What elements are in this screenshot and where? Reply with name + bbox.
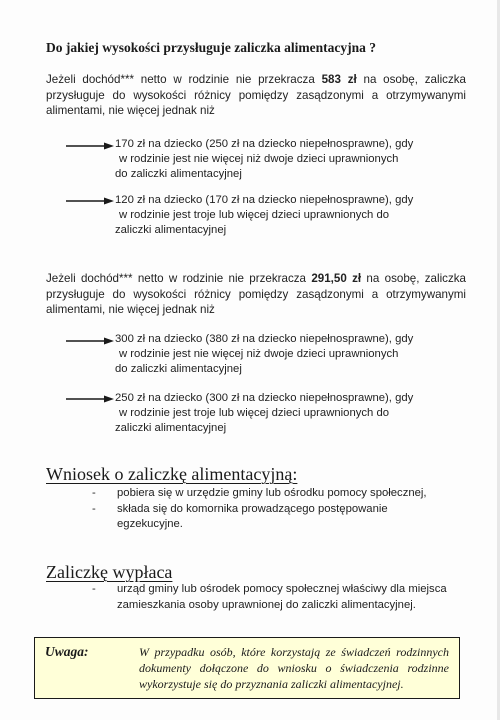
note-text: W przypadku osób, które korzystają ze świadczeń rodzinnych dokumenty dołączone do wniosku o świadczenia rodzinne wykorzystuje się do przyznania zaliczki alimentacyjnej. <box>139 645 449 691</box>
income-condition-paragraph-2: Jeżeli dochód*** netto w rodzinie nie przekracza 291,50 zł na osobę, zaliczka przysługuje do wysokości różnicy pomiędzy zasądzonymi a otrzymywanymi alimentami, nie więcej jednak niż <box>46 272 466 316</box>
list-item: - pobiera się w urzędzie gminy lub ośrodku pomocy społecznej, <box>92 487 427 499</box>
list-item: - składa się do komornika prowadzącego postępowanie egzekucyjne. <box>92 502 388 530</box>
income-threshold-1: 583 zł <box>321 73 357 86</box>
income-threshold-2: 291,50 zł <box>311 272 362 285</box>
arrow-icon <box>66 395 114 403</box>
payment-section-title: Zaliczkę wypłaca <box>46 562 173 582</box>
arrow-icon <box>66 197 114 205</box>
application-section-title: Wniosek o zaliczkę alimentacyjną: <box>46 464 298 484</box>
arrow-icon <box>66 337 114 345</box>
list-item: - urząd gminy lub ośrodek pomocy społecznej właściwy dla miejsca zamieszkania osoby uprawnionej do zaliczki alimentacyjnej. <box>92 583 447 611</box>
payment-bullet-list <box>92 582 452 613</box>
note-box <box>34 637 460 699</box>
allowance-item: 250 zł na dziecko (300 zł na dziecko niepełnosprawne), gdy w rodzinie jest troje lub więcej dzieci uprawnionych do zaliczki alimentacyjnej <box>115 392 414 434</box>
application-bullet-list <box>92 486 452 533</box>
income-condition-paragraph-1: Jeżeli dochód*** netto w rodzinie nie przekracza 583 zł na osobę, zaliczka przysługuje do wysokości różnicy pomiędzy zasądzonymi a otrzymywanymi alimentami, nie więcej jednak niż <box>46 73 466 117</box>
note-label: Uwaga: <box>45 644 89 659</box>
allowance-item: 300 zł na dziecko (380 zł na dziecko niepełnosprawne), gdy w rodzinie jest nie więcej niż dwoje dzieci uprawnionych do zaliczki alimentacyjnej <box>115 333 414 375</box>
allowance-item: 170 zł na dziecko (250 zł na dziecko niepełnosprawne), gdy w rodzinie jest nie więcej niż dwoje dzieci uprawnionych do zaliczki alimentacyjnej <box>115 138 414 180</box>
page-heading: Do jakiej wysokości przysługuje zaliczka alimentacyjna ? <box>46 40 376 55</box>
arrow-icon <box>66 142 114 150</box>
allowance-item: 120 zł na dziecko (170 zł na dziecko niepełnosprawne), gdy w rodzinie jest troje lub więcej dzieci uprawnionych do zaliczki alimentacyjnej <box>115 194 414 236</box>
